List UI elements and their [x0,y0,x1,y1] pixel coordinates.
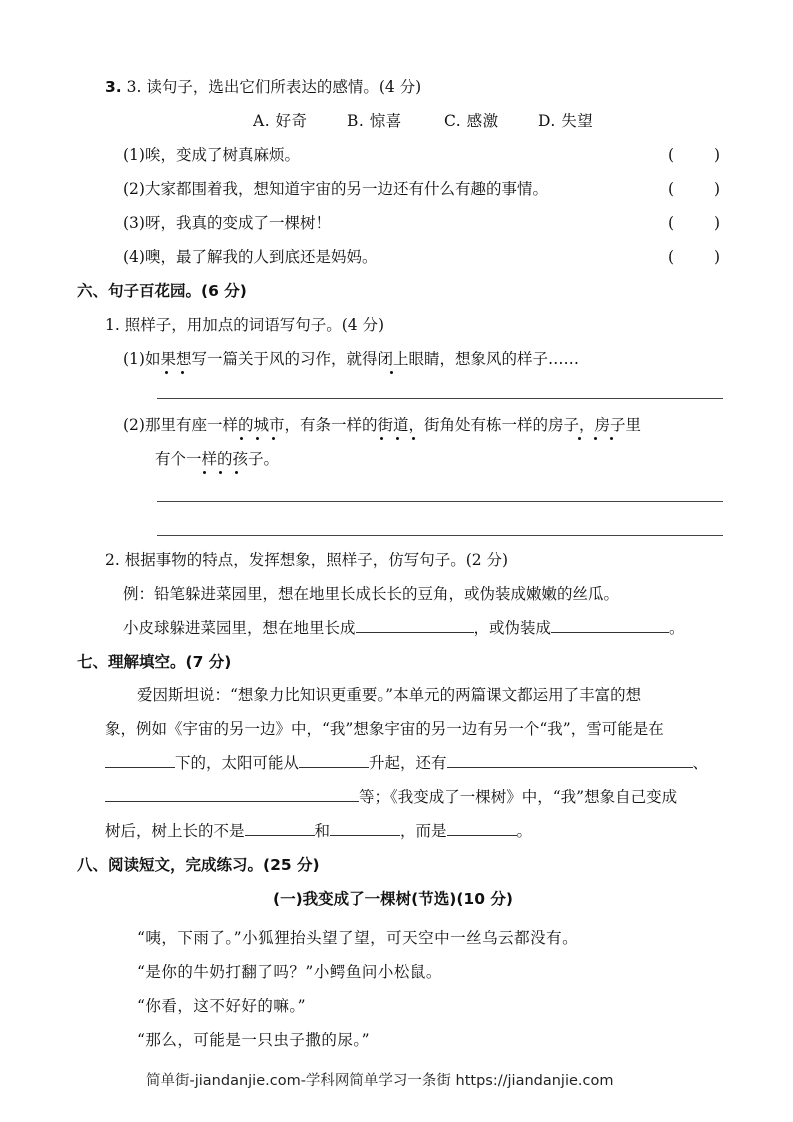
q3-item-4: (4)噢，最了解我的人到底还是妈妈。 [123,248,378,266]
q3-title: 3. 3. 读句子，选出它们所表达的感情。(4 分) [105,78,422,96]
answer-line[interactable] [157,535,723,536]
fill-blank[interactable] [356,618,474,633]
fill-blank[interactable] [299,753,369,768]
s6-q2-title: 2. 根据事物的特点，发挥想象，照样子，仿写句子。(2 分) [105,551,509,569]
emphasis-dot [240,437,243,440]
section-8-heading: 八、阅读短文，完成练习。(25 分) [77,856,320,874]
emphasis-dot [380,437,383,440]
passage-line: “你看，这不好好的嘛。” [137,997,307,1015]
passage-line: “是你的牛奶打翻了吗？”小鳄鱼问小松鼠。 [137,963,442,981]
s6-q1-item2-line1: (2)那里有座一样的城市，有条一样的街道，街角处有栋一样的房子，房子里 [123,416,641,434]
emphasis-dot [181,371,184,374]
q3-item-3: (3)呀，我真的变成了一棵树！ [123,214,331,232]
option-c: C. 感激 [444,112,499,130]
s6-q2-prompt: 小皮球躲进菜园里，想在地里长成 ，或伪装成 。 [123,619,685,637]
emphasis-dot [203,471,206,474]
fill-blank[interactable] [245,821,315,836]
page-footer: 简单街-jiandanjie.com-学科网简单学习一条街 https://jiandanjie.com [146,1073,614,1089]
fill-blank[interactable] [330,821,400,836]
emphasis-dot [412,437,415,440]
s7-line-4: 等；《我变成了一棵树》中，“我”想象自己变成 [105,787,677,807]
passage-line: “那么，可能是一只虫子撒的尿。” [137,1031,371,1049]
emphasis-dot [594,437,597,440]
fill-blank[interactable] [551,618,669,633]
s6-q1-title: 1. 照样子，用加点的词语写句子。(4 分) [105,316,385,334]
emphasis-dot [256,437,259,440]
s6-q1-item1: (1)如果想写一篇关于风的习作，就得闭上眼睛，想象风的样子…… [123,350,579,368]
passage-line: “咦，下雨了。”小狐狸抬头望了望，可天空中一丝乌云都没有。 [137,929,579,947]
answer-line[interactable] [157,398,723,399]
emphasis-dot [578,437,581,440]
emphasis-dot [390,371,393,374]
q3-item-1: (1)唉，变成了树真麻烦。 [123,146,300,164]
fill-blank[interactable] [105,787,359,802]
answer-line[interactable] [157,501,723,502]
emphasis-dot [235,471,238,474]
s7-line-5: 树后，树上长的不是 和 ，而是 。 [105,822,533,840]
emphasis-dot [165,371,168,374]
section-6-heading: 六、句子百花园。(6 分) [77,282,247,300]
fill-blank[interactable] [447,821,517,836]
emphasis-dot [610,437,613,440]
s6-q2-example: 例：铅笔躲进菜园里，想在地里长成长长的豆角，或伪装成嫩嫩的丝瓜。 [123,585,620,603]
fill-blank[interactable] [105,753,175,768]
s7-line-3: 下的，太阳可能从 升起，还有 、 [105,753,708,773]
s7-line-1: 爱因斯坦说：“想象力比知识更重要。”本单元的两篇课文都运用了丰富的想 [137,686,642,704]
emphasis-dot [396,437,399,440]
emphasis-dot [219,471,222,474]
answer-paren-1[interactable]: ( ) [668,146,720,164]
answer-paren-4[interactable]: ( ) [668,248,720,266]
s7-line-2: 象，例如《宇宙的另一边》中，“我”想象宇宙的另一边有另一个“我”，雪可能是在 [105,720,664,738]
emphasis-dot [272,437,275,440]
section-7-heading: 七、理解填空。(7 分) [77,653,232,671]
option-b: B. 惊喜 [347,112,402,130]
answer-paren-2[interactable]: ( ) [668,180,720,198]
passage-title: (一)我变成了一棵树(节选)(10 分) [273,890,513,908]
option-d: D. 失望 [538,112,594,130]
s6-q1-item2-line2: 有个一样的孩子。 [155,450,280,468]
q3-item-2: (2)大家都围着我，想知道宇宙的另一边还有什么有趣的事情。 [123,180,548,198]
fill-blank[interactable] [447,753,693,768]
answer-paren-3[interactable]: ( ) [668,214,720,232]
option-a: A. 好奇 [253,112,308,130]
